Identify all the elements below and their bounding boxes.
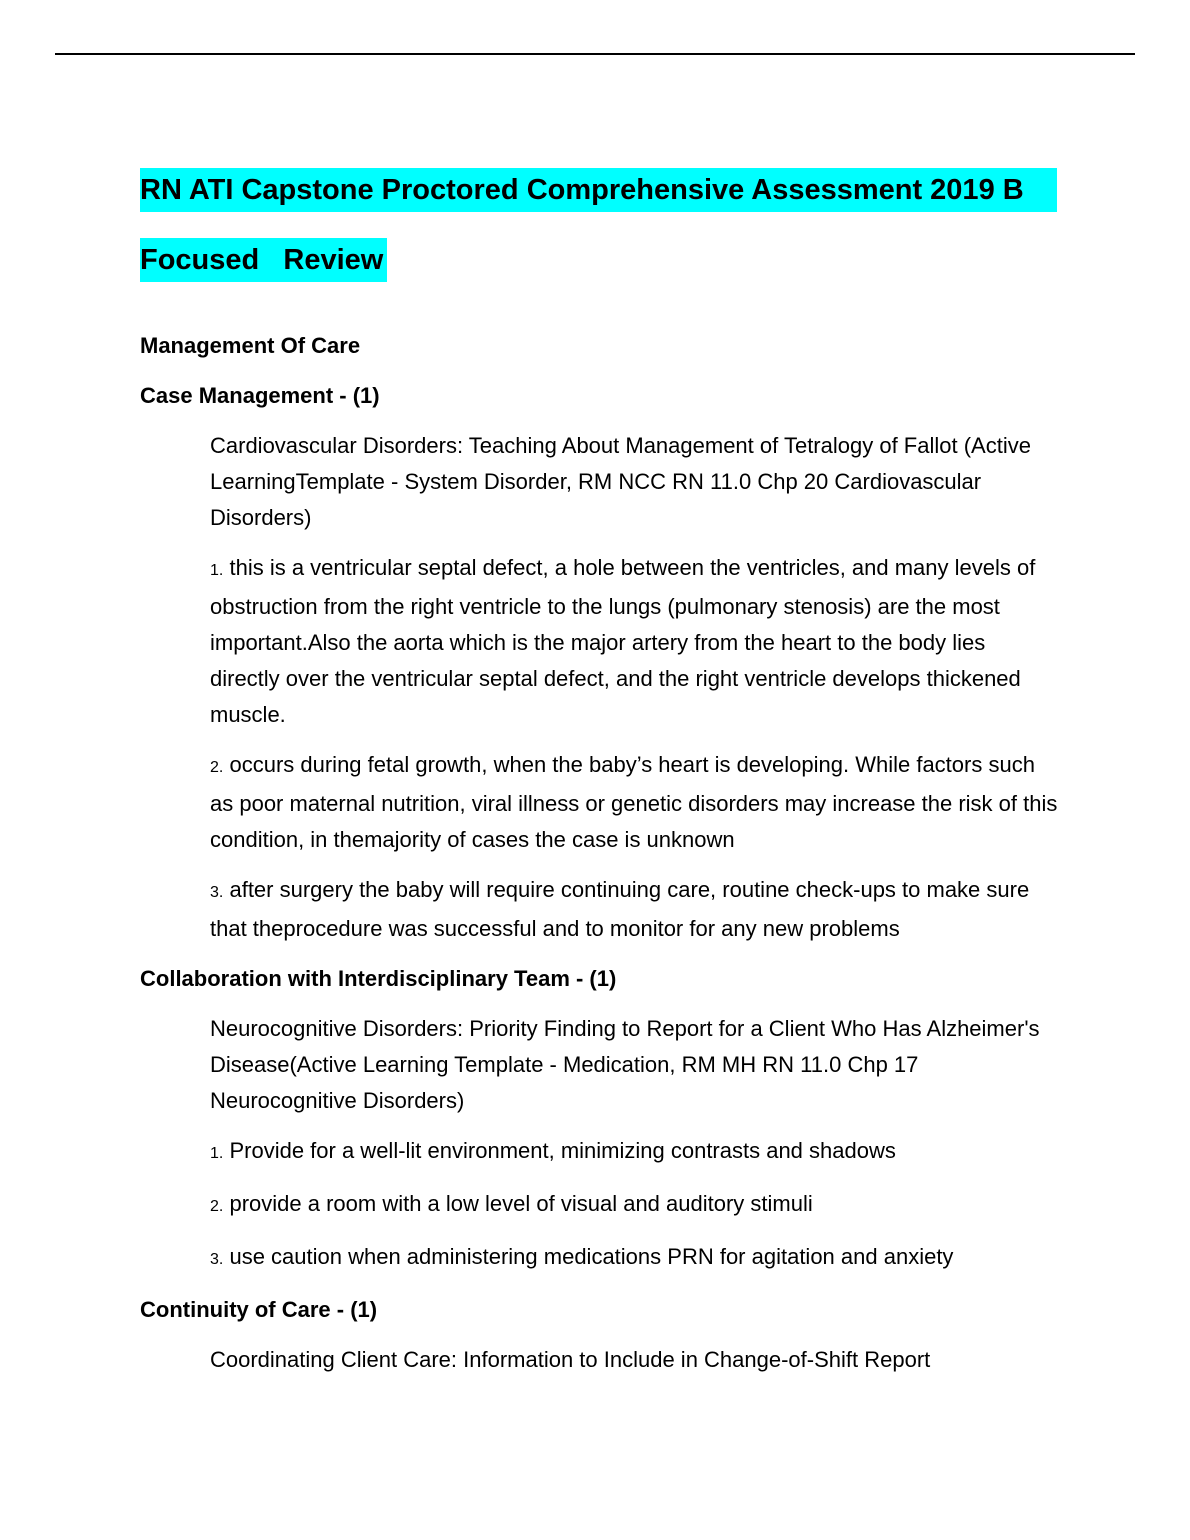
header-rule: [55, 53, 1135, 55]
list-item: [210, 1133, 1060, 1172]
item-number: 2.: [210, 759, 224, 776]
section-heading: Management Of Care: [140, 333, 361, 358]
item-number: 1.: [210, 1145, 224, 1162]
group-intro: Neurocognitive Disorders: Priority Finding to Report for a Client Who Has Alzheimer's Disease(Active Learning Template - Medication, RM MH RN 11.0 Chp 17 Neurocognitive Disorders): [210, 1016, 1040, 1113]
list-item: [210, 872, 1060, 947]
document-title-line-1: RN ATI Capstone Proctored Comprehensive Assessment 2019 B: [140, 168, 1057, 212]
item-number: 1.: [210, 562, 224, 579]
list-item: [210, 550, 1060, 733]
item-text: use caution when administering medications PRN for agitation and anxiety: [229, 1244, 954, 1269]
list-item: [210, 1239, 1060, 1278]
item-text: this is a ventricular septal defect, a hole between the ventricles, and many levels of obstruction from the right ventricle to the lungs (pulmonary stenosis) are the most important.Also the aorta which is the major artery from the heart to the body lies directly over the ventricular septal defect, and the right ventricle develops thickened muscle.: [210, 555, 1036, 727]
group-heading-continuity: Continuity of Care - (1): [140, 1297, 378, 1322]
group-intro: Cardiovascular Disorders: Teaching About Management of Tetralogy of Fallot (Active LearningTemplate - System Disorder, RM NCC RN 11.0 Chp 20 Cardiovascular Disorders): [210, 433, 1031, 530]
item-text: provide a room with a low level of visual and auditory stimuli: [229, 1191, 813, 1216]
item-text: after surgery the baby will require continuing care, routine check-ups to make sure that theprocedure was successful and to monitor for any new problems: [210, 877, 1030, 941]
document-title-line-2: Focused Review: [140, 238, 387, 282]
group-heading-case-management: Case Management - (1): [140, 383, 380, 408]
list-item: [210, 747, 1060, 858]
group-heading-collaboration: Collaboration with Interdisciplinary Team - (1): [140, 966, 617, 991]
list-item: [210, 1186, 1060, 1225]
item-text: Provide for a well-lit environment, minimizing contrasts and shadows: [229, 1138, 896, 1163]
group-intro: Coordinating Client Care: Information to Include in Change-of-Shift Report: [210, 1347, 931, 1372]
item-text: occurs during fetal growth, when the baby’s heart is developing. While factors such as poor maternal nutrition, viral illness or genetic disorders may increase the risk of this condition, in themajority of cases the case is unknown: [210, 752, 1058, 852]
document-body: [140, 328, 1060, 1392]
item-number: 3.: [210, 1251, 224, 1268]
item-number: 3.: [210, 884, 224, 901]
item-number: 2.: [210, 1198, 224, 1215]
